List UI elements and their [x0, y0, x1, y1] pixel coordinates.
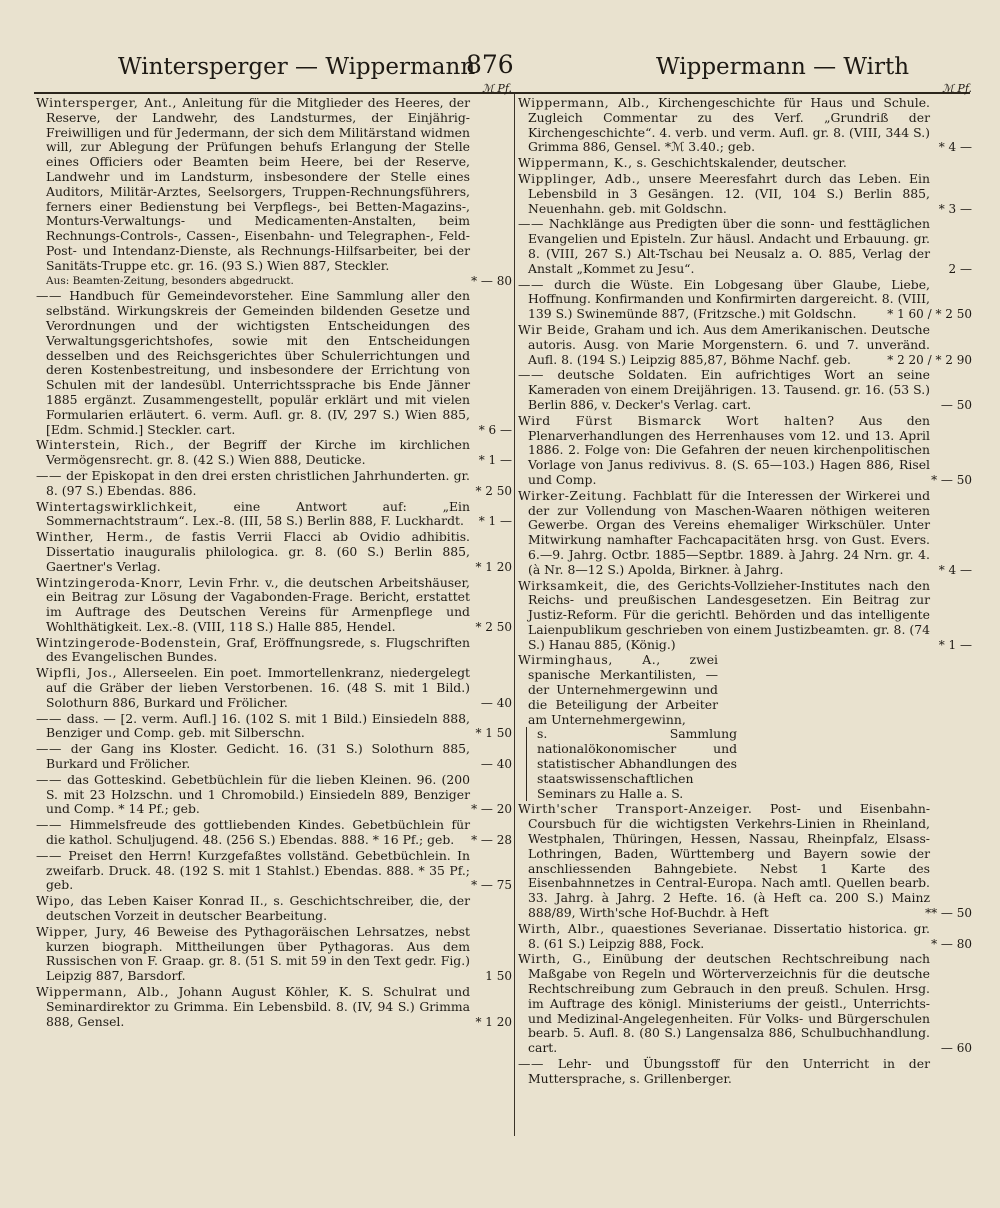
entry-head: Wippermann, Alb.,	[36, 984, 170, 1000]
entry-head: Wintzingerode-Bodenstein,	[36, 634, 222, 650]
entry-text: Levin Frhr. v., die deutschen Arbeitshäuser, ein Beitrag zur Lösung der Vagabonden-Frage. Bericht, erstattet im Auftrage des Deutschen Vereins für Armenpflege und Wohlthätigkeit. Lex.-8. (VIII, 118 S.) Halle 885, Hendel.	[46, 574, 470, 634]
entry-cross-reference: s. Sammlung nationalökonomischer und statistischer Abhandlungen des staatswissenschaftlichen Seminars zu Halle a. S.	[526, 727, 737, 801]
entry-text: Graf, Eröffnungsrede, s. Flugschriften des Evangelischen Bundes.	[46, 634, 470, 665]
catalog-entry	[518, 96, 972, 155]
catalog-entry	[518, 653, 972, 801]
entry-price: * 1 20	[475, 559, 512, 574]
catalog-entry	[36, 289, 512, 437]
catalog-entry	[36, 576, 512, 635]
entry-head: Wippermann, K.,	[518, 155, 633, 171]
entry-head: Winterstein, Rich.,	[36, 437, 175, 453]
catalog-entry	[518, 489, 972, 578]
entry-text: Post- und Eisenbahn-Coursbuch für die wichtigsten Verkehrs-Linien in Rheinland, Westphalen, Thüringen, Hessen, Nassau, Rheinpfalz, Elsass-Lothringen, Baden, Württemberg und Bayern sowie der anschliessenden Bahngebiete. Nebst 1 Karte des Eisenbahnnetzes in Central-Europa. Nach amtl. Quellen bearb. 33. Jahrg. à Jahrg. 2 Hefte. 16. (à Heft ca. 200 S.) Mainz 888/89, Wirth'sche Hof-Buchdr. à Heft	[528, 801, 930, 921]
catalog-entry	[36, 636, 512, 666]
entry-text: Lehr- und Übungsstoff für den Unterricht in der Muttersprache, s. Grillenberger.	[528, 1056, 930, 1086]
entry-head: Wipo,	[36, 893, 75, 909]
entry-text: Fachblatt für die Interessen der Wirkerei und der zur Vollendung von Maschen-Waaren nöthigen weiteren Gewerbe. Organ des Vereins ehemaliger Wirkschüler. Unter Mitwirkung namhafter Fachcapacitäten hrsg. von Gust. Evers. 6.—9. Jahrg. Octbr. 1885—Septbr. 1889. à Jahrg. 24 Nrn. gr. 4. (à Nr. 8—12 S.) Apolda, Birkner. à Jahrg.	[528, 487, 930, 577]
entry-head: ——	[518, 1056, 544, 1071]
entry-text: der Begriff der Kirche im kirchlichen Vermögensrecht. gr. 8. (42 S.) Wien 888, Deuticke.	[46, 437, 470, 468]
entry-head: ——	[518, 276, 544, 292]
catalog-entry	[36, 849, 512, 893]
catalog-entry	[518, 278, 972, 322]
entry-head: Wintertagswirklichkeit,	[36, 498, 198, 514]
entry-price: * 2 20 / * 2 90	[887, 352, 972, 367]
catalog-entry	[518, 156, 972, 171]
entry-price: * 1 60 / * 2 50	[887, 307, 972, 322]
catalog-entry	[518, 922, 972, 952]
entry-head: Wipplinger, Adb.,	[518, 170, 641, 186]
entry-price: * 2 50	[475, 619, 512, 634]
entry-price: ** — 50	[925, 906, 972, 921]
catalog-entry	[36, 985, 512, 1029]
right-column	[518, 82, 972, 1088]
entry-head: Wipper, Jury,	[36, 923, 128, 939]
entry-head: Wintzingeroda-Knorr,	[36, 574, 184, 590]
entry-head: Wippermann, Alb.,	[518, 95, 650, 110]
entry-price: * 1 —	[938, 637, 972, 652]
entry-head: Wipfli, Jos.,	[36, 665, 118, 681]
entry-head: ——	[36, 467, 62, 483]
entry-price: * — 28	[471, 833, 512, 848]
entry-price: * 4 —	[938, 562, 972, 577]
catalog-entry	[36, 438, 512, 468]
catalog-entry	[36, 773, 512, 817]
entry-price: * 6 —	[478, 422, 512, 437]
entry-head: ——	[36, 288, 62, 304]
entry-text: das Leben Kaiser Konrad II., s. Geschichtschreiber, die, der deutschen Vorzeit in deutscher Bearbeitung.	[46, 893, 470, 924]
catalog-entry	[518, 952, 972, 1056]
entry-price: * — 75	[471, 878, 512, 893]
catalog-entry	[36, 894, 512, 924]
catalog-entry	[36, 925, 512, 984]
entry-head: ——	[518, 367, 544, 383]
catalog-entry	[36, 469, 512, 499]
entry-head: Wirminghaus, A.,	[518, 652, 661, 668]
entry-head: Wir Beide,	[518, 321, 591, 337]
entry-price: — 40	[480, 695, 512, 710]
price-unit-label-left: ℳ Pf.	[482, 82, 512, 95]
entry-text: eine Antwort auf: „Ein Sommernachtstraum“. Lex.-8. (III, 58 S.) Berlin 888, F. Luckhardt.	[46, 498, 470, 529]
entry-head: ——	[36, 817, 62, 833]
entry-head: Wird Fürst Bismarck Wort halten?	[518, 412, 835, 428]
entry-note: Aus: Beamten-Zeitung, besonders abgedruckt.	[46, 274, 294, 287]
entry-price: * 4 —	[938, 140, 972, 155]
entry-text: de fastis Verrii Flacci ab Ovidio adhibitis. Dissertatio inauguralis philologica. gr. 8. (60 S.) Berlin 885, Gaertner's Verlag.	[46, 529, 470, 574]
entry-text: der Episkopat in den drei ersten christlichen Jahrhunderten. gr. 8. (97 S.) Ebendas. 886.	[46, 467, 470, 498]
entry-text: das Gotteskind. Gebetbüchlein für die lieben Kleinen. 96. (200 S. mit 23 Holzschn. und 1 Chromobild.) Einsiedeln 889, Benziger und Comp. * 14 Pf.; geb.	[46, 771, 470, 817]
catalog-entry	[36, 818, 512, 848]
entry-price: — 50	[940, 397, 972, 412]
entry-head: ——	[36, 710, 62, 726]
entry-text: Aus den Plenarverhandlungen des Herrenhauses vom 12. und 13. April 1886. 2. Folge von: Die Gefahren der neuen kirchenpolitischen Vorlage von Janus redivivus. 8. (S. 65—103.) Hagen 886, Risel und Comp.	[528, 412, 930, 487]
catalog-entry	[518, 368, 972, 412]
entry-price: 2 —	[948, 261, 972, 276]
entry-text: Johann August Köhler, K. S. Schulrat und Seminardirektor zu Grimma. Ein Lebensbild. 8. (IV, 94 S.) Grimma 888, Gensel.	[46, 984, 470, 1029]
entry-text: durch die Wüste. Ein Lobgesang über Glaube, Liebe, Hoffnung. Konfirmanden und Konfirmirten dargereicht. 8. (VIII, 139 S.) Swinemünde 887, (Fritzsche.) mit Goldschn.	[528, 276, 930, 322]
entry-head: Wirker-Zeitung.	[518, 487, 628, 503]
catalog-entry	[518, 414, 972, 488]
entry-left-part	[518, 653, 718, 727]
entry-text: quaestiones Severianae. Dissertatio historica. gr. 8. (61 S.) Leipzig 888, Fock.	[528, 920, 930, 951]
entry-head: Winther, Herm.,	[36, 529, 154, 545]
catalog-entry	[36, 530, 512, 574]
entry-text: Graham und ich. Aus dem Amerikanischen. Deutsche autoris. Ausg. von Marie Morgenstern. 6. und 7. unveränd. Aufl. 8. (194 S.) Leipzig 885,87, Böhme Nachf. geb.	[528, 321, 930, 367]
entry-text: deutsche Soldaten. Ein aufrichtiges Wort an seine Kameraden von einem Dreijährigen. 13. Tausend. gr. 16. (53 S.) Berlin 886, v. Decker's Verlag. cart.	[528, 367, 930, 412]
entry-price: — 40	[480, 757, 512, 772]
entry-price: * — 50	[931, 472, 972, 487]
catalog-entry	[36, 712, 512, 742]
entry-head: Wintersperger, Ant.,	[36, 95, 177, 110]
entry-price: * 1 —	[478, 514, 512, 529]
column-divider	[514, 94, 515, 1136]
entry-price: * 1 —	[478, 453, 512, 468]
entry-head: Wirth, Albr.,	[518, 920, 605, 936]
entry-text: dass. — [2. verm. Aufl.] 16. (102 S. mit 1 Bild.) Einsiedeln 888, Benziger und Comp. geb. mit Silberschn.	[46, 710, 470, 741]
entry-text: zwei spanische Merkantilisten, — der Unternehmergewinn und die Beteiligung der Arbeiter am Unternehmergewinn,	[528, 652, 718, 727]
entry-price: * — 20	[471, 802, 512, 817]
catalog-entry	[36, 500, 512, 530]
entry-text: unsere Meeresfahrt durch das Leben. Ein Lebensbild in 3 Gesängen. 12. (VII, 104 S.) Berlin 885, Neuenhahn. geb. mit Goldschn.	[528, 170, 931, 216]
entry-price: * — 80	[931, 936, 972, 951]
entry-text: s. Geschichtskalender, deutscher.	[632, 155, 847, 171]
entry-price: * — 80	[471, 273, 512, 288]
entry-price: * 1 50	[475, 726, 512, 741]
entry-text: die, des Gerichts-Vollzieher-Institutes nach den Reichs- und preußischen Landesgesetzen. Ein Beitrag zur Justiz-Reform. Für die gerichtl. Behörden und das intelligente Laienpublikum geschrieben von einem Justizbeamten. gr. 8. (74 S.) Hanau 885, (König.)	[528, 577, 930, 652]
page-number: 876	[466, 50, 514, 79]
catalog-entry	[518, 323, 972, 367]
header-left: Wintersperger — Wippermann	[118, 54, 476, 80]
entry-text: Allerseelen. Ein poet. Immortellenkranz, niedergelegt auf die Gräber der lieben Verstorbenen. 16. (48 S. mit 1 Bild.) Solothurn 886, Burkard und Frölicher.	[46, 665, 471, 710]
entry-head: ——	[36, 741, 62, 757]
catalog-entry	[36, 96, 512, 288]
catalog-entry	[518, 217, 972, 276]
entry-head: ——	[518, 216, 544, 232]
catalog-entry	[518, 802, 972, 920]
header-right: Wippermann — Wirth	[656, 54, 910, 80]
catalog-entry	[36, 666, 512, 710]
catalog-entry	[36, 742, 512, 772]
entry-text: Nachklänge aus Predigten über die sonn- und festtäglichen Evangelien und Episteln. Zur häusl. Andacht und Erbauung. gr. 8. (VIII, 267 S.) Alt-Tschau bei Neusalz a. O. 885, Verlag der Anstalt „Kommet zu Jesu“.	[528, 216, 930, 276]
entry-text: Himmelsfreude des gottliebenden Kindes. Gebetbüchlein für die kathol. Schuljugend. 48. (256 S.) Ebendas. 888. * 16 Pf.; geb.	[46, 817, 470, 848]
entry-text: Einübung der deutschen Rechtschreibung nach Maßgabe von Regeln und Wörterverzeichnis für die deutsche Rechtschreibung zum Gebrauch in den preuß. Schulen. Hrsg. im Auftrage des königl. Ministeriums der geistl., Unterrichts- und Medizinal-Angelegenheiten. Für Volks- und Bürgerschulen bearb. 5. Aufl. 8. (80 S.) Langensalza 886, Schulbuchhandlung. cart.	[528, 951, 931, 1056]
entry-price: — 60	[940, 1041, 972, 1056]
catalog-entry	[518, 579, 972, 653]
entry-head: ——	[36, 771, 62, 787]
catalog-entry	[518, 1057, 972, 1087]
entry-price: * 3 —	[938, 201, 972, 216]
entry-head: Wirksamkeit,	[518, 577, 609, 593]
left-column	[36, 82, 512, 1030]
price-unit-label-right: ℳ Pf.	[942, 82, 972, 95]
entry-price: 1 50	[485, 969, 512, 984]
entry-text: Kirchengeschichte für Haus und Schule. Zugleich Commentar zu des Verf. „Grundriß der Kirchengeschichte“. 4. verb. und verm. Aufl. gr. 8. (VIII, 344 S.) Grimma 886, Gensel. *ℳ 3.40.; geb.	[528, 95, 930, 155]
entry-head: Wirth, G.,	[518, 951, 592, 967]
entry-text: der Gang ins Kloster. Gedicht. 16. (31 S.) Solothurn 885, Burkard und Frölicher.	[46, 741, 470, 772]
entry-head: ——	[36, 847, 62, 863]
entry-price: * 2 50	[475, 483, 512, 498]
entry-text: Anleitung für die Mitglieder des Heeres, der Reserve, der Landwehr, des Landsturmes, der Einjährig-Freiwilligen und für Jedermann, der sich dem Militärstand widmen will, zur Ablegung der Prüfungen behufs Erlangung der Stelle eines Officiers oder Beamten beim Heere, bei der Reserve, Landwehr und im Landsturm, insbesondere der Stelle eines Auditors, Militär-Arztes, Seelsorgers, Truppen-Rechnungsführers, ferners einer Bedienstung bei Verpflegs-, bei Betten-Magazins-, Monturs-Verwaltungs- und Medicamenten-Anstalten, beim Rechnungs-Controls-, Cassen-, Eisenbahn- und Telegraphen-, Feld-Post- und Intendanz-Dienste, als Rechnungs-Hilfsarbeiter, bei der Sanitäts-Truppe etc. gr. 16. (93 S.) Wien 887, Steckler.	[46, 95, 471, 273]
entry-head: Wirth'scher Transport-Anzeiger.	[518, 801, 753, 817]
entry-text: 46 Beweise des Pythagoräischen Lehrsatzes, nebst kurzen biograph. Mittheilungen über Pythagoras. Aus dem Russischen von F. Graap. gr. 8. (51 S. mit 59 in den Text gedr. Fig.) Leipzig 887, Barsdorf.	[46, 923, 470, 984]
entry-text: Preiset den Herrn! Kurzgefaßtes vollständ. Gebetbüchlein. In zweifarb. Druck. 48. (192 S. mit 1 Stahlst.) Ebendas. 888. * 35 Pf.; geb.	[46, 847, 470, 893]
entry-price: * 1 20	[475, 1014, 512, 1029]
entry-text: Handbuch für Gemeindevorsteher. Eine Sammlung aller den selbständ. Wirkungskreis der Gemeinden bildenden Gesetze und Verordnungen und der wichtigsten Entscheidungen des Verwaltungsgerichtshofes, sowie mit den Entscheidungen desselben und des Reichsgerichtes über Schulerrichtungen und deren Kostenbestreitung, und insbesondere der Errichtung von Schulen mit der landesübl. Unterrichtssprache bis Ende Jänner 1885 ergänzt. Zusammengestellt, populär erklärt und mit vielen Formularien erläutert. 6. verm. Aufl. gr. 8. (IV, 297 S.) Wien 885, [Edm. Schmid.] Steckler. cart.	[46, 288, 470, 437]
catalog-entry	[518, 172, 972, 216]
